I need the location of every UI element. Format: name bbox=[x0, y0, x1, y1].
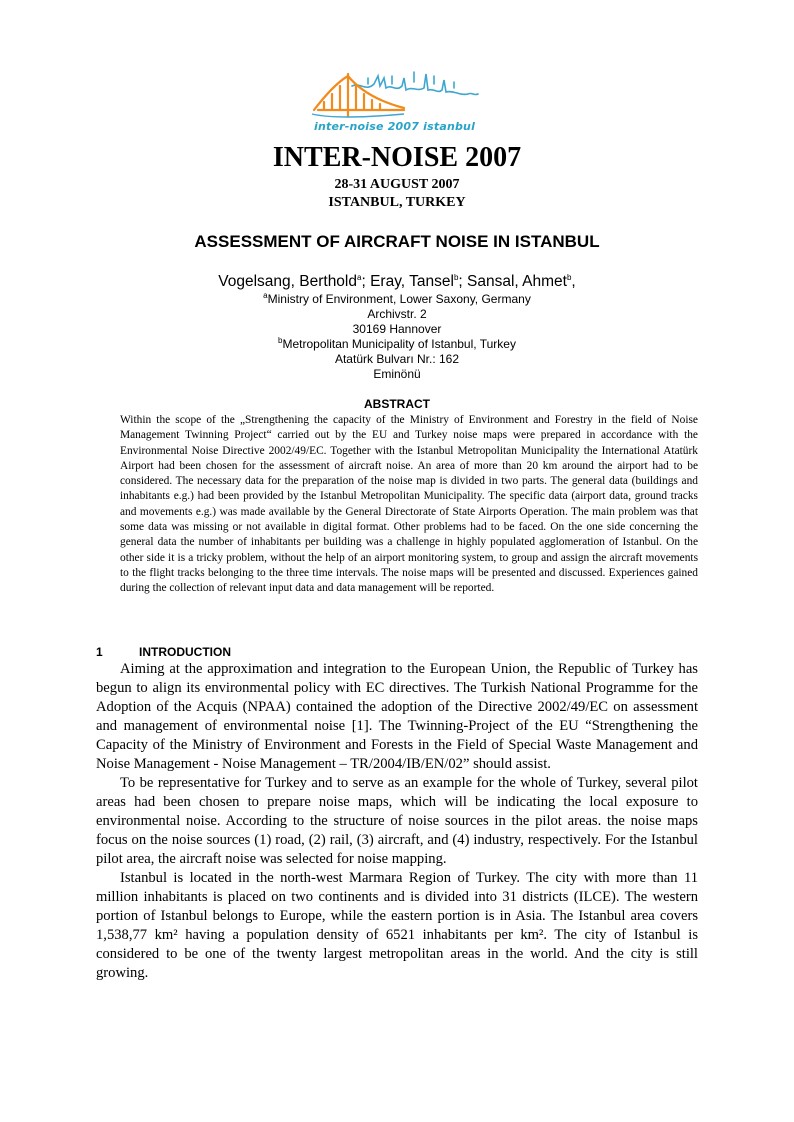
affiliation-text: Ministry of Environment, Lower Saxony, Germany bbox=[267, 292, 531, 306]
conference-place: ISTANBUL, TURKEY bbox=[328, 195, 466, 210]
section-heading bbox=[96, 645, 231, 659]
affiliation-mark: a bbox=[263, 291, 268, 300]
body-paragraph: Istanbul is located in the north-west Marmara Region of Turkey. The city with more than 11 million inhabitants is placed on two continents and is divided into 31 districts (ILCE). The western portion of Istanbul belongs to Europe, while the eastern portion is in Asia. The Istanbul area covers 1,538,77 km² having a population density of 6521 inhabitants per km². The city of Istanbul is considered to be one of the twenty largest metropolitan areas in the world. And the city is still growing. bbox=[96, 870, 698, 981]
author-affiliation-mark: a bbox=[357, 272, 362, 282]
author-list bbox=[0, 272, 794, 292]
affiliation-b-name bbox=[0, 337, 794, 352]
author-name: Vogelsang, Berthold bbox=[218, 273, 357, 290]
bridge-logo-icon bbox=[308, 64, 490, 124]
affiliation-a-city: 30169 Hannover bbox=[352, 322, 442, 336]
affiliation-a-name bbox=[0, 292, 794, 307]
body-paragraph: Aiming at the approximation and integration to the European Union, the Republic of Turkey has begun to align its environmental policy with EC directives. The Turkish National Programme for the Adoption of the Acquis (NPAA) contained the adoption of the Directive 2002/49/EC on assessment and management of environmental noise [1]. The Twinning-Project of the EU “Strengthening the Capacity of the Ministry of Environment and Forests in the Field of Special Waste Management and Noise Management - Noise Management – TR/2004/IB/EN/02” should assist. bbox=[96, 661, 698, 772]
author-separator: ; bbox=[361, 273, 371, 290]
abstract-text: Within the scope of the „Strengthening the capacity of the Ministry of Environment and Forestry in the field of Noise Management Twinning Project“ carried out by the EU and Turkey noise maps were prepared in accordance with the Environmental Noise Directive 2002/49/EC. Together with the Istanbul Metropolitan Municipality the International Atatürk Airport had been chosen for the assessment of aircraft noise. An area of more than 20 km around the airport had to be considered. The necessary data for the preparation of the noise map is divided in two parts. The general data (buildings and inhabitants e.g.) had been provided by the Istanbul Metropolitan Municipality. The specific data (airport data, ground tracks and movements e.g.) was made available by the General Directorate of State Airports Operation. The main problem was that some data was missing or not available in digital format. Other problems had to be faced. On the one side concerning the general data the number of inhabitants per building was a challenge in highly populated agglomeration of Istanbul. On the other side it is a tricky problem, without the help of an airport monitoring system, to group and assign the aircraft movements to the flight tracks belonging to the three time intervals. The noise maps will be presented and discussed. Experiences gained during the collection of relevant input data and data management will be reported. bbox=[120, 414, 698, 595]
author-separator: , bbox=[571, 273, 576, 290]
author-name: Eray, Tansel bbox=[370, 273, 454, 290]
affiliation-b-city: Eminönü bbox=[373, 367, 421, 381]
skyline-icon bbox=[352, 72, 478, 95]
paper-title: ASSESSMENT OF AIRCRAFT NOISE IN ISTANBUL bbox=[194, 232, 600, 251]
affiliation-b-street: Atatürk Bulvarı Nr.: 162 bbox=[334, 352, 460, 366]
affiliation-mark: b bbox=[278, 336, 283, 345]
author-affiliation-mark: b bbox=[453, 272, 459, 282]
author-name: Sansal, Ahmet bbox=[467, 273, 567, 290]
author-separator: ; bbox=[458, 273, 468, 290]
abstract-heading: ABSTRACT bbox=[364, 397, 430, 411]
section-number: 1 bbox=[96, 645, 103, 659]
section-body bbox=[96, 660, 698, 983]
logo-text: inter-noise 2007 istanbul bbox=[314, 120, 476, 133]
affiliation-a-street: Archivstr. 2 bbox=[367, 307, 427, 321]
body-paragraph: To be representative for Turkey and to serve as an example for the whole of Turkey, several pilot areas had been chosen to prepare noise maps, which will be indicating the local exposure to environmental noise. According to the structure of noise sources in the pilot areas. the noise maps focus on the noise sources (1) road, (2) rail, (3) aircraft, and (4) industry, respectively. For the Istanbul pilot area, the aircraft noise was selected for noise mapping. bbox=[96, 775, 698, 867]
author-affiliation-mark: b bbox=[566, 272, 572, 282]
section-title: INTRODUCTION bbox=[139, 645, 231, 659]
conference-date: 28-31 AUGUST 2007 bbox=[334, 177, 460, 192]
conference-title: INTER-NOISE 2007 bbox=[272, 142, 522, 173]
affiliation-text: Metropolitan Municipality of Istanbul, Turkey bbox=[282, 337, 516, 351]
